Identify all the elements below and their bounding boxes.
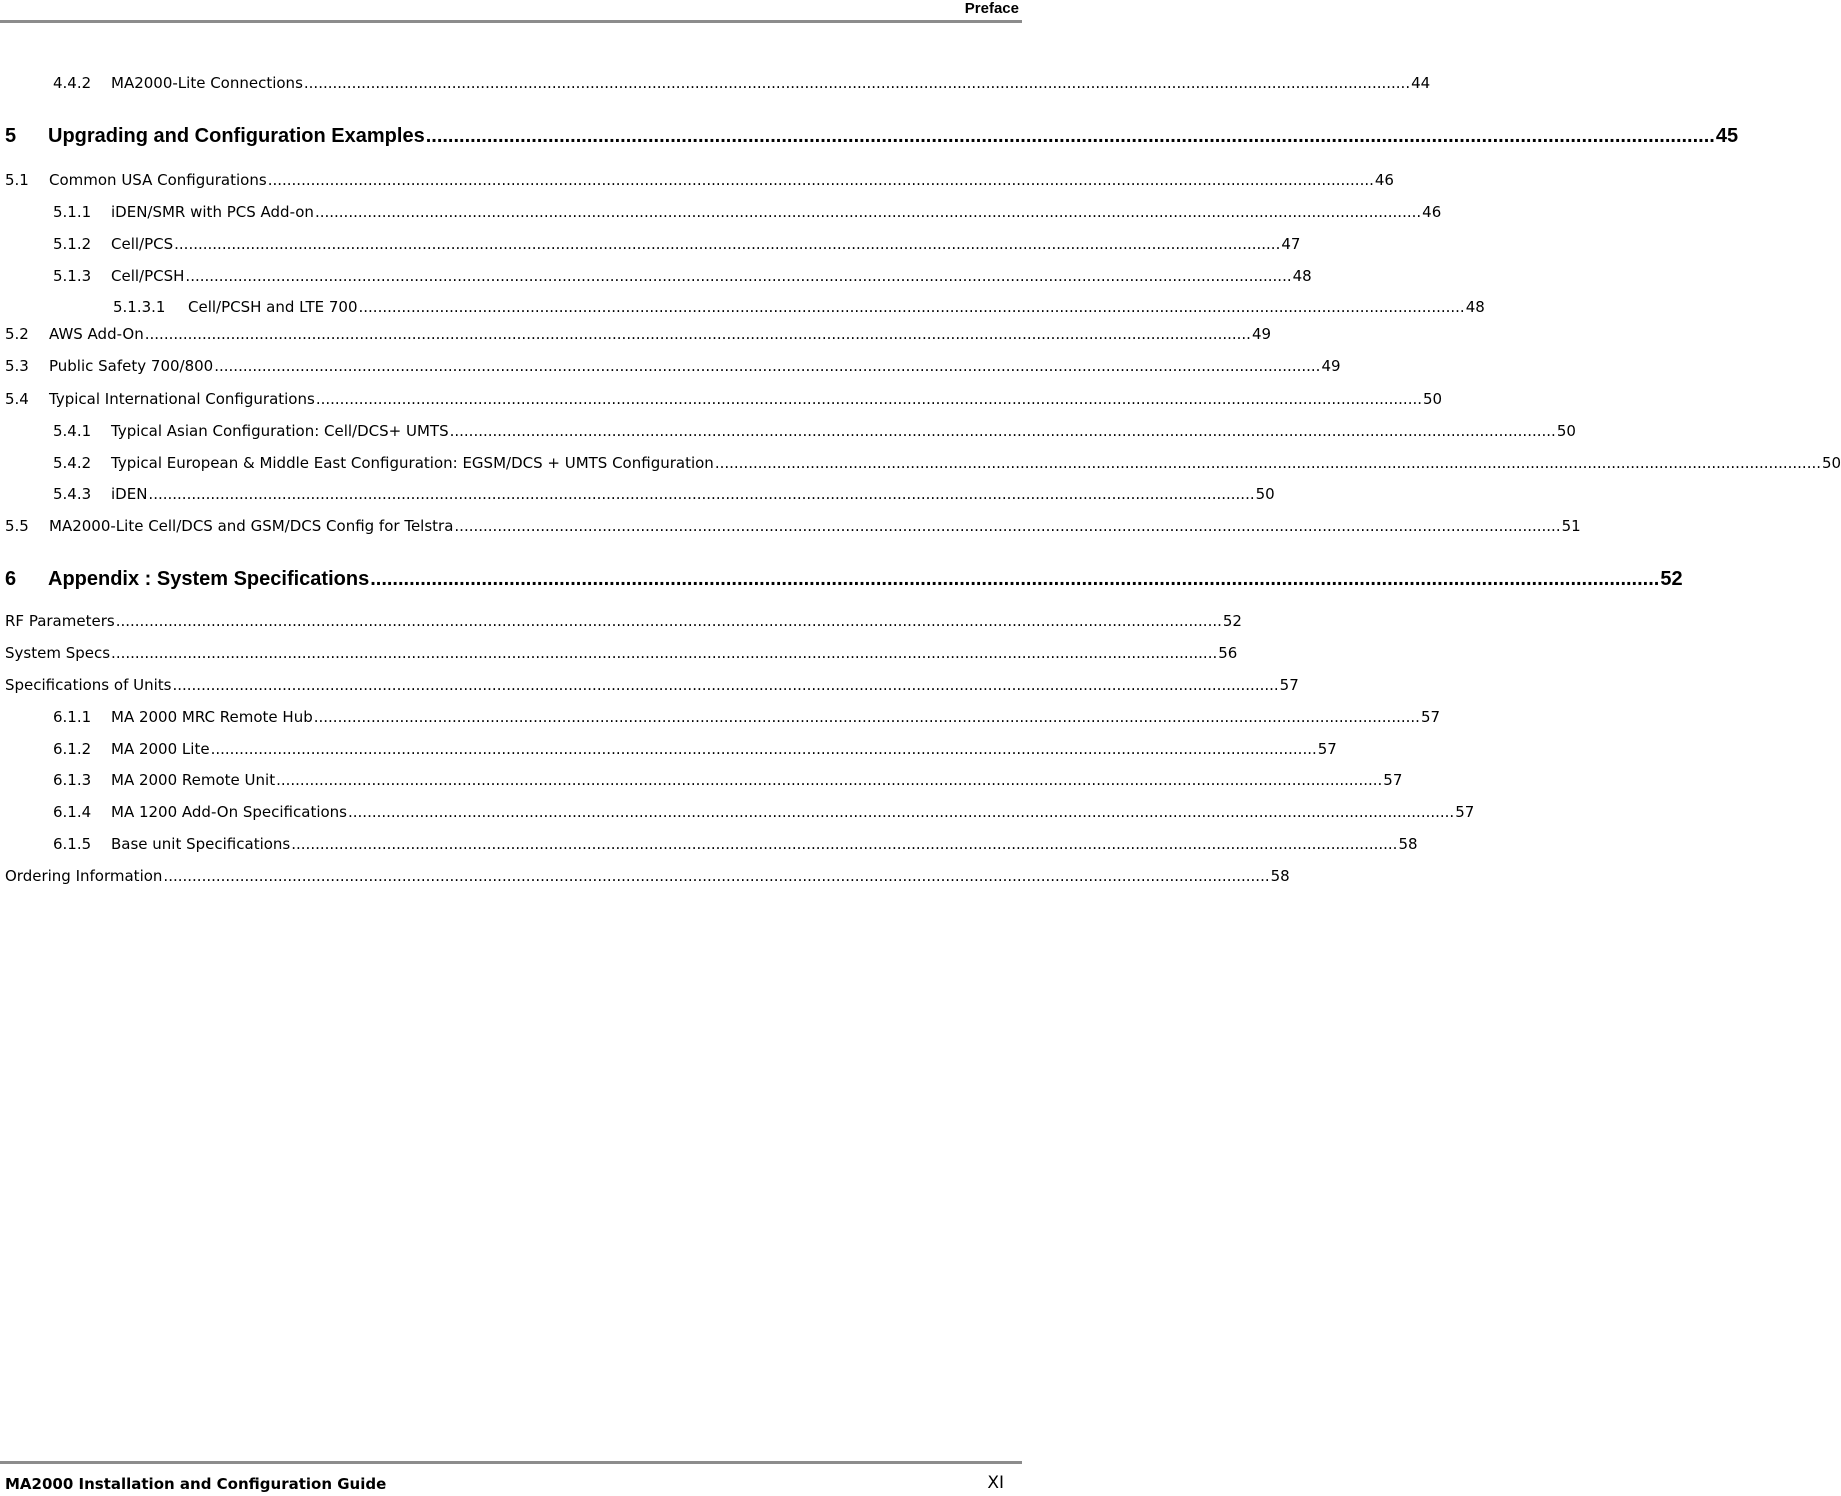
toc-dot-leader <box>454 515 1560 537</box>
toc-dot-leader <box>370 565 1659 593</box>
toc-entry-title: Typical Asian Configuration: Cell/DCS+ UMTS <box>111 422 449 440</box>
toc-entry[interactable] <box>0 865 1290 887</box>
toc-entry-title: Appendix : System Specifications <box>48 568 370 590</box>
header-divider <box>0 20 1022 23</box>
toc-dot-leader <box>715 452 1821 474</box>
toc-entry-title: Typical European & Middle East Configuration: EGSM/DCS + UMTS Configuration <box>111 454 714 472</box>
toc-entry-title: MA 2000 Remote Unit <box>111 771 276 789</box>
toc-entry-number: 5.1.3 <box>53 267 92 285</box>
toc-entry[interactable] <box>0 201 1442 223</box>
toc-dot-leader <box>116 610 1222 632</box>
toc-entry-page: 58 <box>1270 867 1290 885</box>
toc-entry-page: 47 <box>1281 235 1301 253</box>
toc-dot-leader <box>163 865 1269 887</box>
toc-dot-leader <box>111 642 1217 664</box>
toc-entry-page: 56 <box>1218 644 1238 662</box>
toc-entry-page: 50 <box>1822 454 1841 472</box>
toc-entry-title: Specifications of Units <box>5 676 172 694</box>
toc-entry-page: 46 <box>1422 203 1442 221</box>
toc-entry-page: 51 <box>1561 517 1581 535</box>
toc-entry-number: 5.4 <box>5 390 29 408</box>
toc-entry-number: 5 <box>5 125 17 147</box>
toc-entry-title: Cell/PCS <box>111 235 174 253</box>
toc-dot-leader <box>172 674 1278 696</box>
toc-entry-title: MA 2000 Lite <box>111 740 210 758</box>
toc-entry[interactable] <box>0 769 1403 791</box>
toc-entry-page: 44 <box>1411 74 1431 92</box>
toc-entry[interactable] <box>0 483 1275 505</box>
toc-chapter-entry[interactable] <box>0 122 1739 150</box>
toc-entry[interactable] <box>0 452 1841 474</box>
toc-entry[interactable] <box>0 355 1341 377</box>
toc-entry-page: 57 <box>1317 740 1337 758</box>
toc-entry-number: 5.4.3 <box>53 485 92 503</box>
toc-dot-leader <box>185 265 1291 287</box>
toc-entry-page: 58 <box>1398 835 1418 853</box>
toc-entry-page: 48 <box>1465 298 1485 316</box>
toc-entry-number: 5.3 <box>5 357 29 375</box>
toc-dot-leader <box>145 323 1251 345</box>
toc-entry-number: 5.4.1 <box>53 422 92 440</box>
toc-entry-number: 5.5 <box>5 517 29 535</box>
toc-dot-leader <box>291 833 1397 855</box>
toc-entry[interactable] <box>0 642 1238 664</box>
toc-entry[interactable] <box>0 515 1581 537</box>
toc-entry[interactable] <box>0 801 1475 823</box>
toc-entry-number: 6.1.3 <box>53 771 92 789</box>
toc-entry-number: 5.1.1 <box>53 203 92 221</box>
toc-entry[interactable] <box>0 738 1337 760</box>
toc-entry-title: System Specs <box>5 644 111 662</box>
toc-entry-title: Upgrading and Configuration Examples <box>48 125 425 147</box>
toc-entry[interactable] <box>0 420 1576 442</box>
toc-entry[interactable] <box>0 169 1394 191</box>
toc-chapter-entry[interactable] <box>0 565 1683 593</box>
toc-entry-title: RF Parameters <box>5 612 115 630</box>
toc-entry[interactable] <box>0 296 1485 318</box>
toc-entry[interactable] <box>0 706 1441 728</box>
footer-page-number: XI <box>987 1473 1004 1493</box>
toc-entry-title: Typical International Configurations <box>49 390 315 408</box>
toc-entry-title: MA 1200 Add-On Specifications <box>111 803 347 821</box>
toc-dot-leader <box>211 738 1317 760</box>
toc-entry-title: iDEN <box>111 485 148 503</box>
toc-entry-title: Cell/PCSH and LTE 700 <box>188 298 358 316</box>
toc-dot-leader <box>314 706 1420 728</box>
toc-dot-leader <box>276 769 1382 791</box>
toc-entry-title: Ordering Information <box>5 867 163 885</box>
toc-entry-page: 50 <box>1556 422 1576 440</box>
toc-entry[interactable] <box>0 674 1299 696</box>
toc-entry-number: 6.1.1 <box>53 708 92 726</box>
toc-entry-number: 5.1.3.1 <box>113 298 166 316</box>
toc-dot-leader <box>316 388 1422 410</box>
toc-dot-leader <box>174 233 1280 255</box>
toc-entry-title: AWS Add-On <box>49 325 144 343</box>
toc-entry-page: 48 <box>1292 267 1312 285</box>
toc-entry-page: 57 <box>1420 708 1441 726</box>
toc-entry-page: 52 <box>1222 612 1242 630</box>
toc-entry[interactable] <box>0 265 1312 287</box>
toc-entry[interactable] <box>0 610 1242 632</box>
toc-entry[interactable] <box>0 233 1301 255</box>
toc-entry-number: 5.1 <box>5 171 29 189</box>
toc-dot-leader <box>148 483 1254 505</box>
toc-entry-page: 50 <box>1423 390 1443 408</box>
toc-entry-page: 57 <box>1279 676 1299 694</box>
toc-entry-number: 6.1.2 <box>53 740 92 758</box>
toc-entry-page: 52 <box>1660 568 1683 590</box>
toc-entry-number: 6 <box>5 568 17 590</box>
toc-entry-title: Base unit Specifications <box>111 835 291 853</box>
toc-dot-leader <box>348 801 1454 823</box>
toc-entry-page: 45 <box>1715 125 1739 147</box>
toc-entry-number: 6.1.5 <box>53 835 92 853</box>
footer-divider <box>0 1461 1022 1464</box>
toc-entry-number: 6.1.4 <box>53 803 92 821</box>
toc-entry-page: 46 <box>1374 171 1394 189</box>
toc-entry-number: 5.4.2 <box>53 454 92 472</box>
toc-entry-number: 5.2 <box>5 325 29 343</box>
footer-guide-title: MA2000 Installation and Configuration Guide <box>5 1475 387 1493</box>
toc-entry[interactable] <box>0 323 1272 345</box>
toc-dot-leader <box>315 201 1421 223</box>
toc-entry[interactable] <box>0 388 1443 410</box>
toc-dot-leader <box>214 355 1320 377</box>
toc-entry-number: 4.4.2 <box>53 74 92 92</box>
running-header-title: Preface <box>964 0 1019 17</box>
toc-entry[interactable] <box>0 833 1418 855</box>
toc-entry-page: 50 <box>1255 485 1275 503</box>
toc-dot-leader <box>450 420 1556 442</box>
toc-entry-title: MA2000-Lite Cell/DCS and GSM/DCS Config for Telstra <box>49 517 454 535</box>
toc-entry-title: Cell/PCSH <box>111 267 185 285</box>
toc-entry-page: 57 <box>1383 771 1403 789</box>
toc-dot-leader <box>268 169 1374 191</box>
toc-dot-leader <box>304 72 1410 94</box>
toc-entry[interactable] <box>0 72 1431 94</box>
toc-entry-title: Common USA Configurations <box>49 171 267 189</box>
toc-entry-title: Public Safety 700/800 <box>49 357 214 375</box>
toc-entry-page: 49 <box>1251 325 1272 343</box>
toc-entry-title: MA2000-Lite Connections <box>111 74 303 92</box>
toc-dot-leader <box>426 122 1715 150</box>
toc-entry-number: 5.1.2 <box>53 235 92 253</box>
toc-dot-leader <box>359 296 1465 318</box>
toc-entry-title: iDEN/SMR with PCS Add-on <box>111 203 314 221</box>
toc-entry-page: 49 <box>1321 357 1341 375</box>
toc-entry-title: MA 2000 MRC Remote Hub <box>111 708 313 726</box>
toc-entry-page: 57 <box>1455 803 1475 821</box>
